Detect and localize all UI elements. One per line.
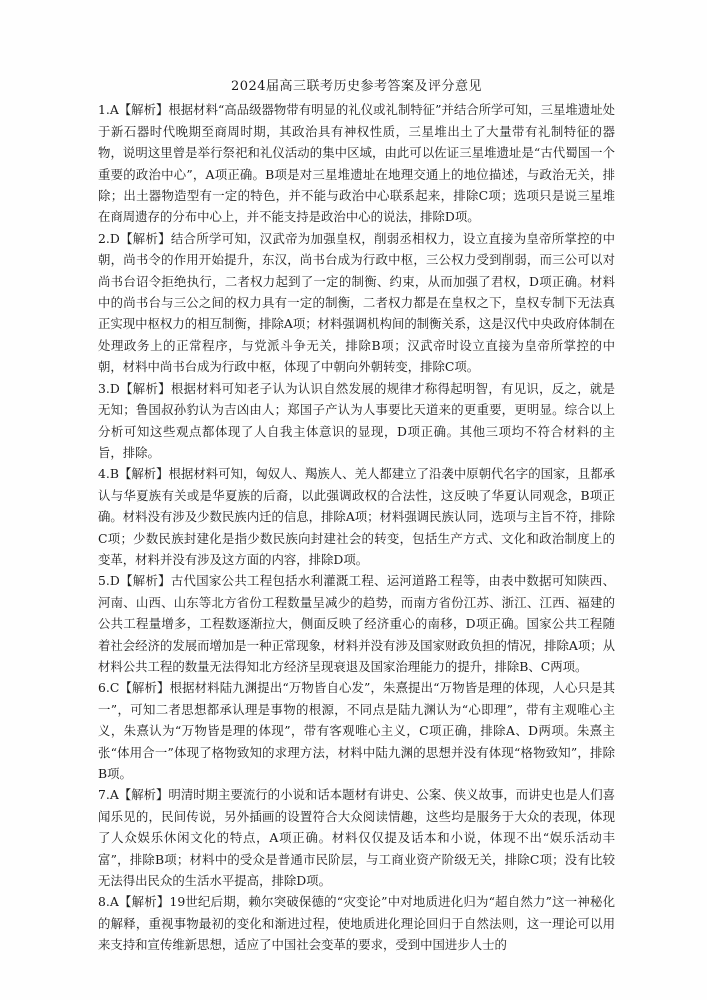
answer-7-head: 7.A【解析】 <box>98 787 169 803</box>
answer-2-head: 2.D【解析】 <box>98 230 171 246</box>
answer-3-head: 3.D【解析】 <box>98 380 171 396</box>
answer-5 <box>98 570 615 677</box>
answer-6 <box>98 677 615 784</box>
answer-2 <box>98 228 615 378</box>
answer-8-text: 19世纪后期，赖尔突破保德的“灾变论”中对地质进化归为“超自然力”这一神秘化的解释，重视事物最初的变化和渐进过程，使地质进化理论回归于自然法则，这一理论可以用来支持和宣传维新思想，适应了中国社会变革的要求，受到中国进步人士的 <box>98 894 615 953</box>
answer-3 <box>98 378 615 464</box>
answer-3-text: 根据材料可知老子认为认识自然发展的规律才称得起明智，有见识，反之，就是无知；鲁国叔孙豹认为吉凶由人；郑国子产认为人事要比天道来的更重要，更明显。综合以上分析可知这些观点都体现了人自我主体意识的显现，D项正确。其他三项均不符合材料的主旨，排除。 <box>98 380 615 460</box>
answer-6-text: 根据材料陆九渊提出“万物皆自心发”，朱熹提出“万物皆是理的体现，人心只是其一”，可知二者思想都承认理是事物的根源，不同点是陆九渊认为“心即理”，带有主观唯心主义，朱熹认为“万物皆是理的体现”，带有客观唯心主义，C项正确，排除A、D两项。朱熹主张“体用合一”体现了格物致知的求理方法，材料中陆九渊的思想并没有体现“格物致知”，排除B项。 <box>98 680 615 781</box>
answer-2-text: 结合所学可知，汉武帝为加强皇权，削弱丞相权力，设立直接为皇帝所掌控的中朝，尚书令的作用开始提升，东汉，尚书台成为行政中枢，三公权力受到削弱，而三公可以对尚书台诏令拒绝执行，二者权力起到了一定的制衡、约束，从而加强了君权，D项正确。材料中的尚书台与三公之间的权力具有一定的制衡，二者权力都是在皇权之下，皇权专制下无法真正实现中枢权力的相互制衡，排除A项；材料强调机构间的制衡关系，这是汉代中央政府体制在处理政务上的正常程序，与党派斗争无关，排除B项；汉武帝时设立直接为皇帝所掌控的中朝，材料中尚书台成为行政中枢，体现了中朝向外朝转变，排除C项。 <box>98 230 615 375</box>
document-title: 2024届高三联考历史参考答案及评分意见 <box>230 79 483 94</box>
answer-8 <box>98 891 615 955</box>
answer-7-text: 明清时期主要流行的小说和话本题材有讲史、公案、侠义故事，而讲史也是人们喜闻乐见的，民间传说，另外插画的设置符合大众阅读情趣，这些均是服务于大众的表现，体现了人众娱乐休闲文化的特点，A项正确。材料仅仅提及话本和小说，体现不出“娱乐活动丰富”，排除B项；材料中的受众是普通市民阶层，与工商业资产阶级无关，排除C项；没有比较无法得出民众的生活水平提高，排除D项。 <box>98 787 616 889</box>
answer-5-head: 5.D【解析】 <box>98 573 171 589</box>
answer-7 <box>98 784 615 891</box>
answer-5-text: 古代国家公共工程包括水利灌溉工程、运河道路工程等，由表中数据可知陕西、河南、山西、山东等北方省份工程数量呈减少的趋势，而南方省份江苏、浙江、江西、福建的公共工程量增多，工程数逐渐拉大，侧面反映了经济重心的南移，D项正确。国家公共工程随着社会经济的发展而增加是一种正常现象，材料并没有涉及国家财政负担的情况，排除A项；从材料公共工程的数量无法得知北方经济呈现衰退及国家治理能力的提升，排除B、C两项。 <box>98 573 615 674</box>
answer-4 <box>98 463 615 570</box>
answer-6-head: 6.C【解析】 <box>98 680 170 696</box>
answer-1 <box>98 99 615 227</box>
answer-4-head: 4.B【解析】 <box>98 466 169 482</box>
answer-1-text: 根据材料“高品级器物带有明显的礼仪或礼制特征”并结合所学可知，三星堆遗址处于新石器时代晚期至商周时期，其政治具有神权性质，三星堆出土了大量带有礼制特征的器物，说明这里曾是举行祭祀和礼仪活动的集中区域，由此可以佐证三星堆遗址是“古代蜀国一个重要的政治中心”，A项正确。B项是对三星堆遗址在地理交通上的地位描述，与政治无关，排除；出土器物造型有一定的特色，并不能与政治中心联系起来，排除C项；选项只是说三星堆在商周遗存的分布中心上，并不能支持是政治中心的说法，排除D项。 <box>98 102 615 225</box>
answer-1-head: 1.A【解析】 <box>98 102 169 118</box>
answer-8-head: 8.A【解析】 <box>98 894 170 910</box>
answer-4-text: 根据材料可知，匈奴人、羯族人、羌人都建立了沿袭中原朝代名字的国家，且都承认与华夏族有关或是华夏族的后裔，以此强调政权的合法性，这反映了华夏认同观念，B项正确。材料没有涉及少数民族内迁的信息，排除A项；材料强调民族认同，选项与主旨不符，排除C项；少数民族封建化是指少数民族向封建社会的转变，包括生产方式、文化和政治制度上的变革，材料并没有涉及这方面的内容，排除D项。 <box>98 466 615 567</box>
